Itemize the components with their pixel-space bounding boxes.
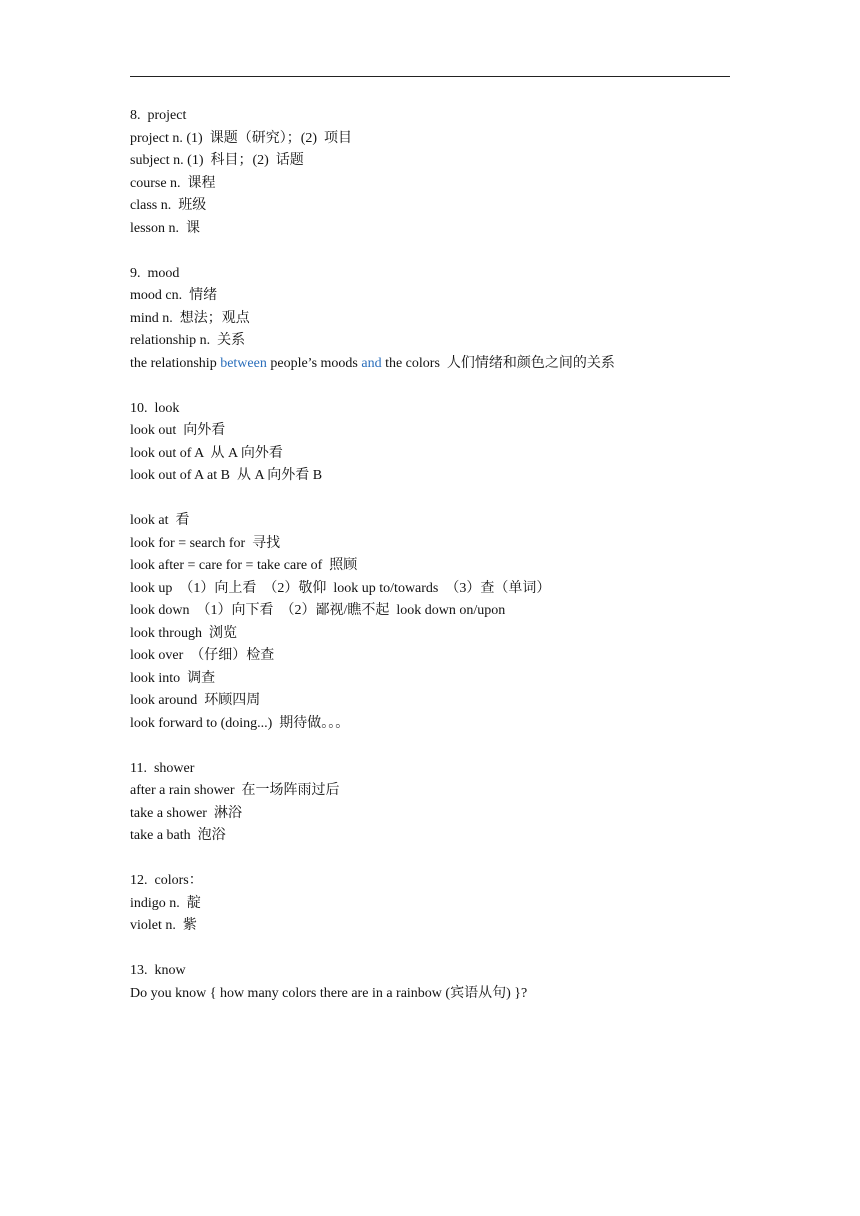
vocab-line: take a shower 淋浴 bbox=[130, 805, 242, 821]
example-text: the colors 人们情绪和颜色之间的关系 bbox=[381, 355, 615, 371]
vocab-line: class n. 班级 bbox=[130, 198, 207, 213]
vocab-line: violet n. 紫 bbox=[130, 918, 197, 933]
vocab-line: look up （1）向上看 （2）敬仰 look up to/towards （3）查（单词） bbox=[130, 580, 551, 596]
vocab-line: course n. 课程 bbox=[130, 175, 216, 191]
spacer bbox=[130, 488, 730, 511]
section-heading: 9. mood bbox=[130, 265, 180, 281]
vocab-line: look over （仔细）检查 bbox=[130, 648, 275, 663]
vocab-line: lesson n. 课 bbox=[130, 220, 200, 236]
spacer bbox=[130, 375, 730, 398]
keyword-between: between bbox=[220, 355, 267, 371]
vocab-line: look for = search for 寻找 bbox=[130, 535, 281, 551]
vocab-line: look down （1）向下看 （2）鄙视/瞧不起 look down on/upon bbox=[130, 603, 506, 618]
vocab-line: look forward to (doing...) 期待做。。。 bbox=[130, 715, 350, 731]
vocab-line: look out of A at B 从 A 向外看 B bbox=[130, 468, 323, 483]
vocab-line: indigo n. 靛 bbox=[130, 895, 201, 911]
spacer bbox=[130, 848, 730, 871]
spacer bbox=[130, 938, 730, 961]
header-rule bbox=[130, 76, 730, 77]
section-heading: 12. colors： bbox=[130, 873, 203, 888]
vocab-line: project n. (1) 课题（研究）；(2) 项目 bbox=[130, 130, 353, 146]
section-heading: 13. know bbox=[130, 963, 186, 978]
vocab-line: look through 浏览 bbox=[130, 625, 237, 641]
vocab-line: mind n. 想法；观点 bbox=[130, 310, 250, 326]
vocab-line: look out of A 从 A 向外看 bbox=[130, 445, 283, 461]
vocab-line: look around 环顾四周 bbox=[130, 693, 261, 708]
example-text: people’s moods bbox=[266, 355, 362, 371]
section-heading: 11. shower bbox=[130, 760, 195, 776]
vocab-line: look at 看 bbox=[130, 513, 190, 528]
vocab-line: look into 调查 bbox=[130, 670, 216, 686]
spacer bbox=[130, 240, 730, 263]
vocab-line: take a bath 泡浴 bbox=[130, 828, 226, 843]
vocab-line: after a rain shower 在一场阵雨过后 bbox=[130, 783, 340, 798]
spacer bbox=[130, 735, 730, 758]
vocab-line: mood cn. 情绪 bbox=[130, 288, 218, 303]
document-body bbox=[130, 105, 730, 1005]
section-heading: 10. look bbox=[130, 400, 180, 416]
vocab-line: look after = care for = take care of 照顾 bbox=[130, 558, 358, 573]
vocab-line: Do you know { how many colors there are in a rainbow (宾语从句) }? bbox=[130, 985, 528, 1001]
vocab-line: subject n. (1) 科目；(2) 话题 bbox=[130, 153, 304, 168]
example-sentence bbox=[130, 353, 730, 376]
section-heading: 8. project bbox=[130, 108, 187, 123]
example-text: the relationship bbox=[130, 355, 221, 371]
vocab-line: look out 向外看 bbox=[130, 423, 226, 438]
keyword-and: and bbox=[361, 355, 382, 371]
vocab-line: relationship n. 关系 bbox=[130, 333, 246, 348]
